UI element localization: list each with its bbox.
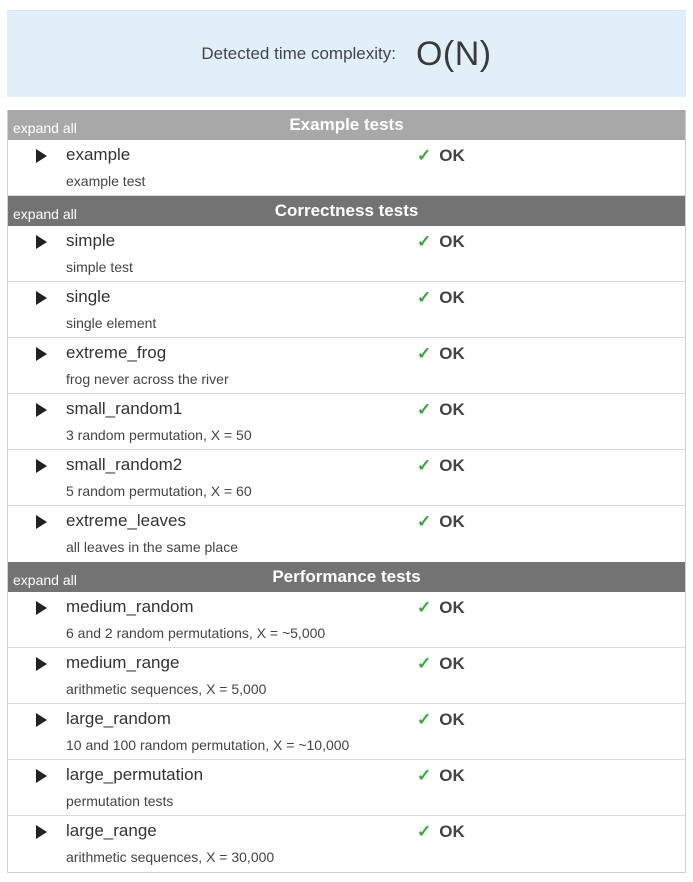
test-status xyxy=(417,512,465,532)
check-icon: ✓ xyxy=(417,598,432,617)
test-results-table xyxy=(7,110,686,873)
test-row[interactable] xyxy=(8,704,685,760)
test-name: extreme_leaves xyxy=(66,511,187,530)
group-title: Performance tests xyxy=(272,567,421,586)
expand-triangle-icon[interactable] xyxy=(36,713,47,727)
test-row[interactable] xyxy=(8,450,685,506)
expand-triangle-icon[interactable] xyxy=(36,149,47,163)
expand-triangle-icon[interactable] xyxy=(36,515,47,529)
test-description: arithmetic sequences, X = 5,000 xyxy=(66,681,267,697)
complexity-label: Detected time complexity: xyxy=(201,44,396,63)
check-icon: ✓ xyxy=(417,710,432,729)
test-description: permutation tests xyxy=(66,793,174,809)
test-description: simple test xyxy=(66,259,133,275)
test-status xyxy=(417,232,465,252)
test-row[interactable] xyxy=(8,816,685,872)
status-label: OK xyxy=(439,710,465,729)
test-status xyxy=(417,288,465,308)
test-status xyxy=(417,710,465,730)
check-icon: ✓ xyxy=(417,400,432,419)
test-row[interactable] xyxy=(8,760,685,816)
test-description: 10 and 100 random permutation, X = ~10,000 xyxy=(66,737,350,753)
test-row[interactable] xyxy=(8,282,685,338)
check-icon: ✓ xyxy=(417,146,432,165)
test-description: 3 random permutation, X = 50 xyxy=(66,427,252,443)
group-title: Example tests xyxy=(289,115,404,134)
test-name: large_range xyxy=(66,821,157,840)
test-row[interactable] xyxy=(8,592,685,648)
group-header-correctness xyxy=(8,196,685,226)
check-icon: ✓ xyxy=(417,232,432,251)
expand-triangle-icon[interactable] xyxy=(36,403,47,417)
test-name: small_random2 xyxy=(66,455,183,474)
expand-triangle-icon[interactable] xyxy=(36,235,47,249)
check-icon: ✓ xyxy=(417,512,432,531)
test-row[interactable] xyxy=(8,648,685,704)
expand-triangle-icon[interactable] xyxy=(36,291,47,305)
expand-all-button[interactable]: expand all xyxy=(13,206,77,222)
test-status xyxy=(417,344,465,364)
group-title: Correctness tests xyxy=(274,201,419,220)
check-icon: ✓ xyxy=(417,766,432,785)
test-name: example xyxy=(66,145,131,164)
check-icon: ✓ xyxy=(417,288,432,307)
test-description: arithmetic sequences, X = 30,000 xyxy=(66,849,275,865)
status-label: OK xyxy=(439,822,465,841)
status-label: OK xyxy=(439,598,465,617)
expand-triangle-icon[interactable] xyxy=(36,825,47,839)
expand-triangle-icon[interactable] xyxy=(36,769,47,783)
complexity-banner xyxy=(7,10,686,97)
test-description: 6 and 2 random permutations, X = ~5,000 xyxy=(66,625,326,641)
test-name: small_random1 xyxy=(66,399,183,418)
test-row[interactable] xyxy=(8,394,685,450)
test-status xyxy=(417,146,465,166)
status-label: OK xyxy=(439,232,465,251)
expand-triangle-icon[interactable] xyxy=(36,657,47,671)
test-name: large_random xyxy=(66,709,171,728)
test-row[interactable] xyxy=(8,506,685,562)
check-icon: ✓ xyxy=(417,456,432,475)
status-label: OK xyxy=(439,766,465,785)
group-header-performance xyxy=(8,562,685,592)
status-label: OK xyxy=(439,288,465,307)
test-status xyxy=(417,654,465,674)
test-description: single element xyxy=(66,315,157,331)
test-description: example test xyxy=(66,173,146,189)
test-status xyxy=(417,766,465,786)
complexity-value: O(N) xyxy=(415,34,492,73)
status-label: OK xyxy=(439,512,465,531)
test-row[interactable] xyxy=(8,140,685,196)
expand-all-button[interactable]: expand all xyxy=(13,572,77,588)
status-label: OK xyxy=(439,400,465,419)
status-label: OK xyxy=(439,344,465,363)
test-name: extreme_frog xyxy=(66,343,167,362)
test-status xyxy=(417,822,465,842)
expand-triangle-icon[interactable] xyxy=(36,347,47,361)
status-label: OK xyxy=(439,654,465,673)
test-name: medium_range xyxy=(66,653,180,672)
check-icon: ✓ xyxy=(417,822,432,841)
test-name: medium_random xyxy=(66,597,194,616)
status-label: OK xyxy=(439,146,465,165)
test-status xyxy=(417,400,465,420)
status-label: OK xyxy=(439,456,465,475)
test-description: 5 random permutation, X = 60 xyxy=(66,483,252,499)
test-description: all leaves in the same place xyxy=(66,539,238,555)
test-row[interactable] xyxy=(8,226,685,282)
expand-triangle-icon[interactable] xyxy=(36,601,47,615)
test-row[interactable] xyxy=(8,338,685,394)
expand-all-button[interactable]: expand all xyxy=(13,120,77,136)
test-status xyxy=(417,598,465,618)
test-name: simple xyxy=(66,231,116,250)
group-header-example xyxy=(8,110,685,140)
check-icon: ✓ xyxy=(417,344,432,363)
test-name: single xyxy=(66,287,111,306)
expand-triangle-icon[interactable] xyxy=(36,459,47,473)
check-icon: ✓ xyxy=(417,654,432,673)
test-status xyxy=(417,456,465,476)
test-name: large_permutation xyxy=(66,765,204,784)
test-description: frog never across the river xyxy=(66,371,229,387)
